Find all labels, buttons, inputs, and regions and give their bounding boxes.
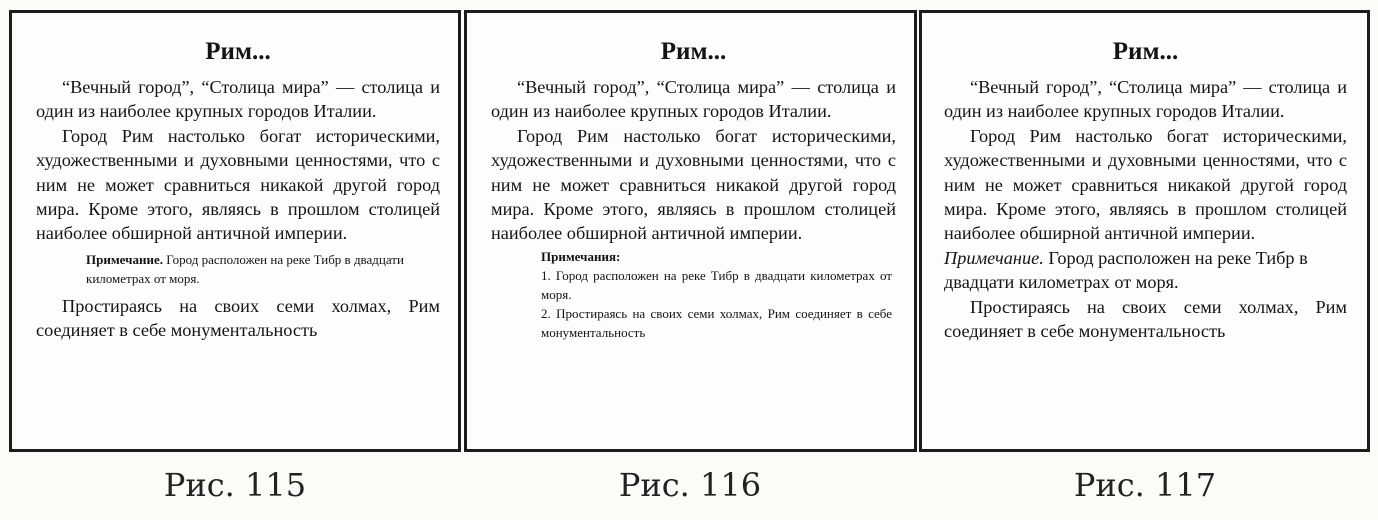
notes-label: Примечания:	[541, 248, 621, 264]
figure-panel-117	[919, 10, 1370, 452]
note-text: Город расположен на реке Тибр в двадцати километрах от моря.	[944, 247, 1308, 293]
paragraph-1: “Вечный город”, “Столица мира” — столица и один из наиболее крупных городов Италии.	[36, 77, 440, 122]
notes-list	[491, 247, 896, 342]
note-text: Город расположен на реке Тибр в двадцати километрах от моря.	[86, 251, 404, 286]
note-inline	[944, 246, 1347, 295]
paragraph-1: “Вечный город”, “Столица мира” — столица и один из наиболее крупных городов Италии.	[944, 77, 1347, 122]
note-item: 1. Город расположен на реке Тибр в двадцати километрах от моря.	[541, 267, 892, 302]
note-small	[36, 250, 440, 288]
panel-content	[36, 37, 440, 343]
note-label: Примечание.	[944, 247, 1044, 268]
figure-panel-116	[464, 10, 917, 452]
paragraph-1: “Вечный город”, “Столица мира” — столица и один из наиболее крупных городов Италии.	[491, 77, 896, 122]
panel-title: Рим...	[1112, 38, 1179, 65]
panel-title: Рим...	[205, 38, 271, 65]
figure-caption-117: Рис. 117	[1073, 466, 1217, 504]
paragraph-2: Город Рим настолько богат историческими, художественными и духовными ценностями, что с ним не может сравниться никакой другой город мира. Кроме этого, являясь в прошлом столицей наиболее обширной античной империи.	[491, 125, 896, 244]
panel-content	[491, 37, 896, 342]
figure-panel-115	[9, 10, 461, 452]
panel-title: Рим...	[660, 38, 727, 65]
figure-caption-116: Рис. 116	[618, 466, 762, 504]
note-item: 2. Простираясь на своих семи холмах, Рим соединяет в себе монументальность	[541, 305, 892, 340]
paragraph-2: Город Рим настолько богат историческими, художественными и духовными ценностями, что с ним не может сравниться никакой другой город мира. Кроме этого, являясь в прошлом столицей наиболее обширной античной империи.	[944, 125, 1347, 244]
paragraph-3: Простираясь на своих семи холмах, Рим соединяет в себе монументальность	[944, 296, 1347, 342]
paragraph-3: Простираясь на своих семи холмах, Рим соединяет в себе монументальность	[36, 295, 440, 341]
panel-content	[944, 37, 1347, 343]
paragraph-2: Город Рим настолько богат историческими, художественными и духовными ценностями, что с ним не может сравниться никакой другой город мира. Кроме этого, являясь в прошлом столицей наиболее обширной античной империи.	[36, 125, 440, 244]
figure-caption-115: Рис. 115	[163, 466, 307, 504]
note-label: Примечание.	[86, 251, 163, 267]
